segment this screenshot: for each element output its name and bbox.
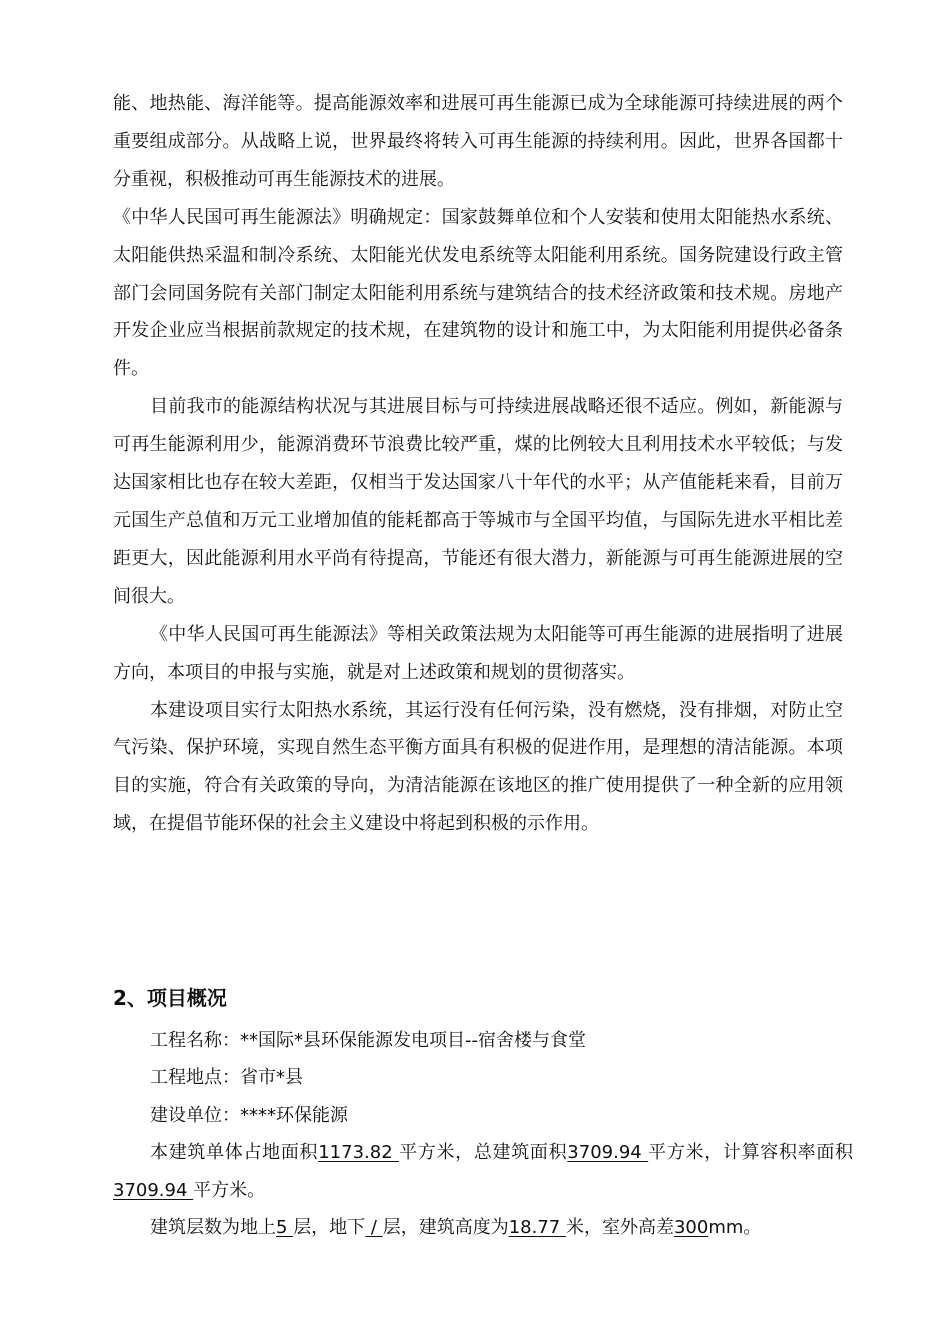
intro-paragraph-2: 《中华人民国可再生能源法》明确规定：国家鼓舞单位和个人安装和使用太阳能热水系统、太阳能供热采温和制冷系统、太阳能光伏发电系统等太阳能利用系统。国务院建设行政主管部门会同国务院有关部门制定太阳能利用系统与建筑结合的技术经济政策和技术规。房地产开发企业应当根据前款规定的技术规，在建筑物的设计和施工中，为太阳能利用提供必备条件。: [113, 206, 843, 380]
builder-line: 建设单位：****环保能源: [150, 1104, 348, 1126]
floors-text-1: 建筑层数为地上: [150, 1217, 276, 1239]
total-area-value: 3709.94: [567, 1142, 649, 1164]
floors-above-value: 5: [276, 1217, 294, 1239]
floors-line: [113, 1209, 853, 1246]
area-line: [113, 1134, 853, 1209]
project-overview: [113, 1022, 853, 1246]
floors-text-2: 层，地下: [293, 1217, 366, 1239]
floors-text-5: mm。: [708, 1217, 762, 1239]
floors-text-4: 米，室外高差: [565, 1217, 674, 1239]
intro-paragraph-5: 本建设项目实行太阳热水系统，其运行没有任何污染，没有燃烧，没有排烟，对防止空气污染、保护环境，实现自然生态平衡方面具有积极的促进作用，是理想的清洁能源。本项目的实施，符合有关政策的导向，为清洁能源在该地区的推广使用提供了一种全新的应用领域，在提倡节能环保的社会主义建设中将起到积极的示作用。: [113, 699, 843, 835]
floors-text-3: 层，建筑高度为: [382, 1217, 509, 1239]
elevation-diff-value: 300: [673, 1217, 709, 1239]
building-height-value: 18.77: [508, 1217, 566, 1239]
section-heading: 2、项目概况: [113, 986, 227, 1010]
intro-paragraph-3: 目前我市的能源结构状况与其进展目标与可持续进展战略还很不适应。例如，新能源与可再生能源利用少，能源消费环节浪费比较严重，煤的比例较大且利用技术水平较低；与发达国家相比也存在较大差距，仅相当于发达国家八十年代的水平；从产值能耗来看，目前万元国生产总值和万元工业增加值的能耗都高于等城市与全国平均值，与国际先进水平相比差距更大，因此能源利用水平尚有待提高，节能还有很大潜力，新能源与可再生能源进展的空间很大。: [113, 396, 843, 607]
intro-paragraph-1: 能、地热能、海洋能等。提高能源效率和进展可再生能源已成为全球能源可持续进展的两个重要组成部分。从战略上说，世界最终将转入可再生能源的持续利用。因此，世界各国都十分重视，积极推动可再生能源技术的进展。: [113, 93, 843, 190]
intro-section: [113, 85, 843, 843]
project-name-line: 工程名称：**国际*县环保能源发电项目--宿舍楼与食堂: [150, 1030, 586, 1051]
footprint-area-value: 1173.82: [318, 1142, 400, 1164]
floors-below-value: /: [365, 1217, 383, 1239]
area-text-2: 平方米，总建筑面积: [399, 1142, 568, 1164]
plot-ratio-area-value: 3709.94: [113, 1179, 194, 1201]
area-text-1: 本建筑单体占地面积: [150, 1142, 319, 1164]
area-text-4: 平方米。: [193, 1179, 266, 1201]
project-location-line: 工程地点：省市*县: [150, 1067, 303, 1089]
area-text-3: 平方米，计算容积率面积: [648, 1142, 854, 1164]
intro-paragraph-4: 《中华人民国可再生能源法》等相关政策法规为太阳能等可再生能源的进展指明了进展方向，本项目的申报与实施，就是对上述政策和规划的贯彻落实。: [113, 623, 843, 683]
